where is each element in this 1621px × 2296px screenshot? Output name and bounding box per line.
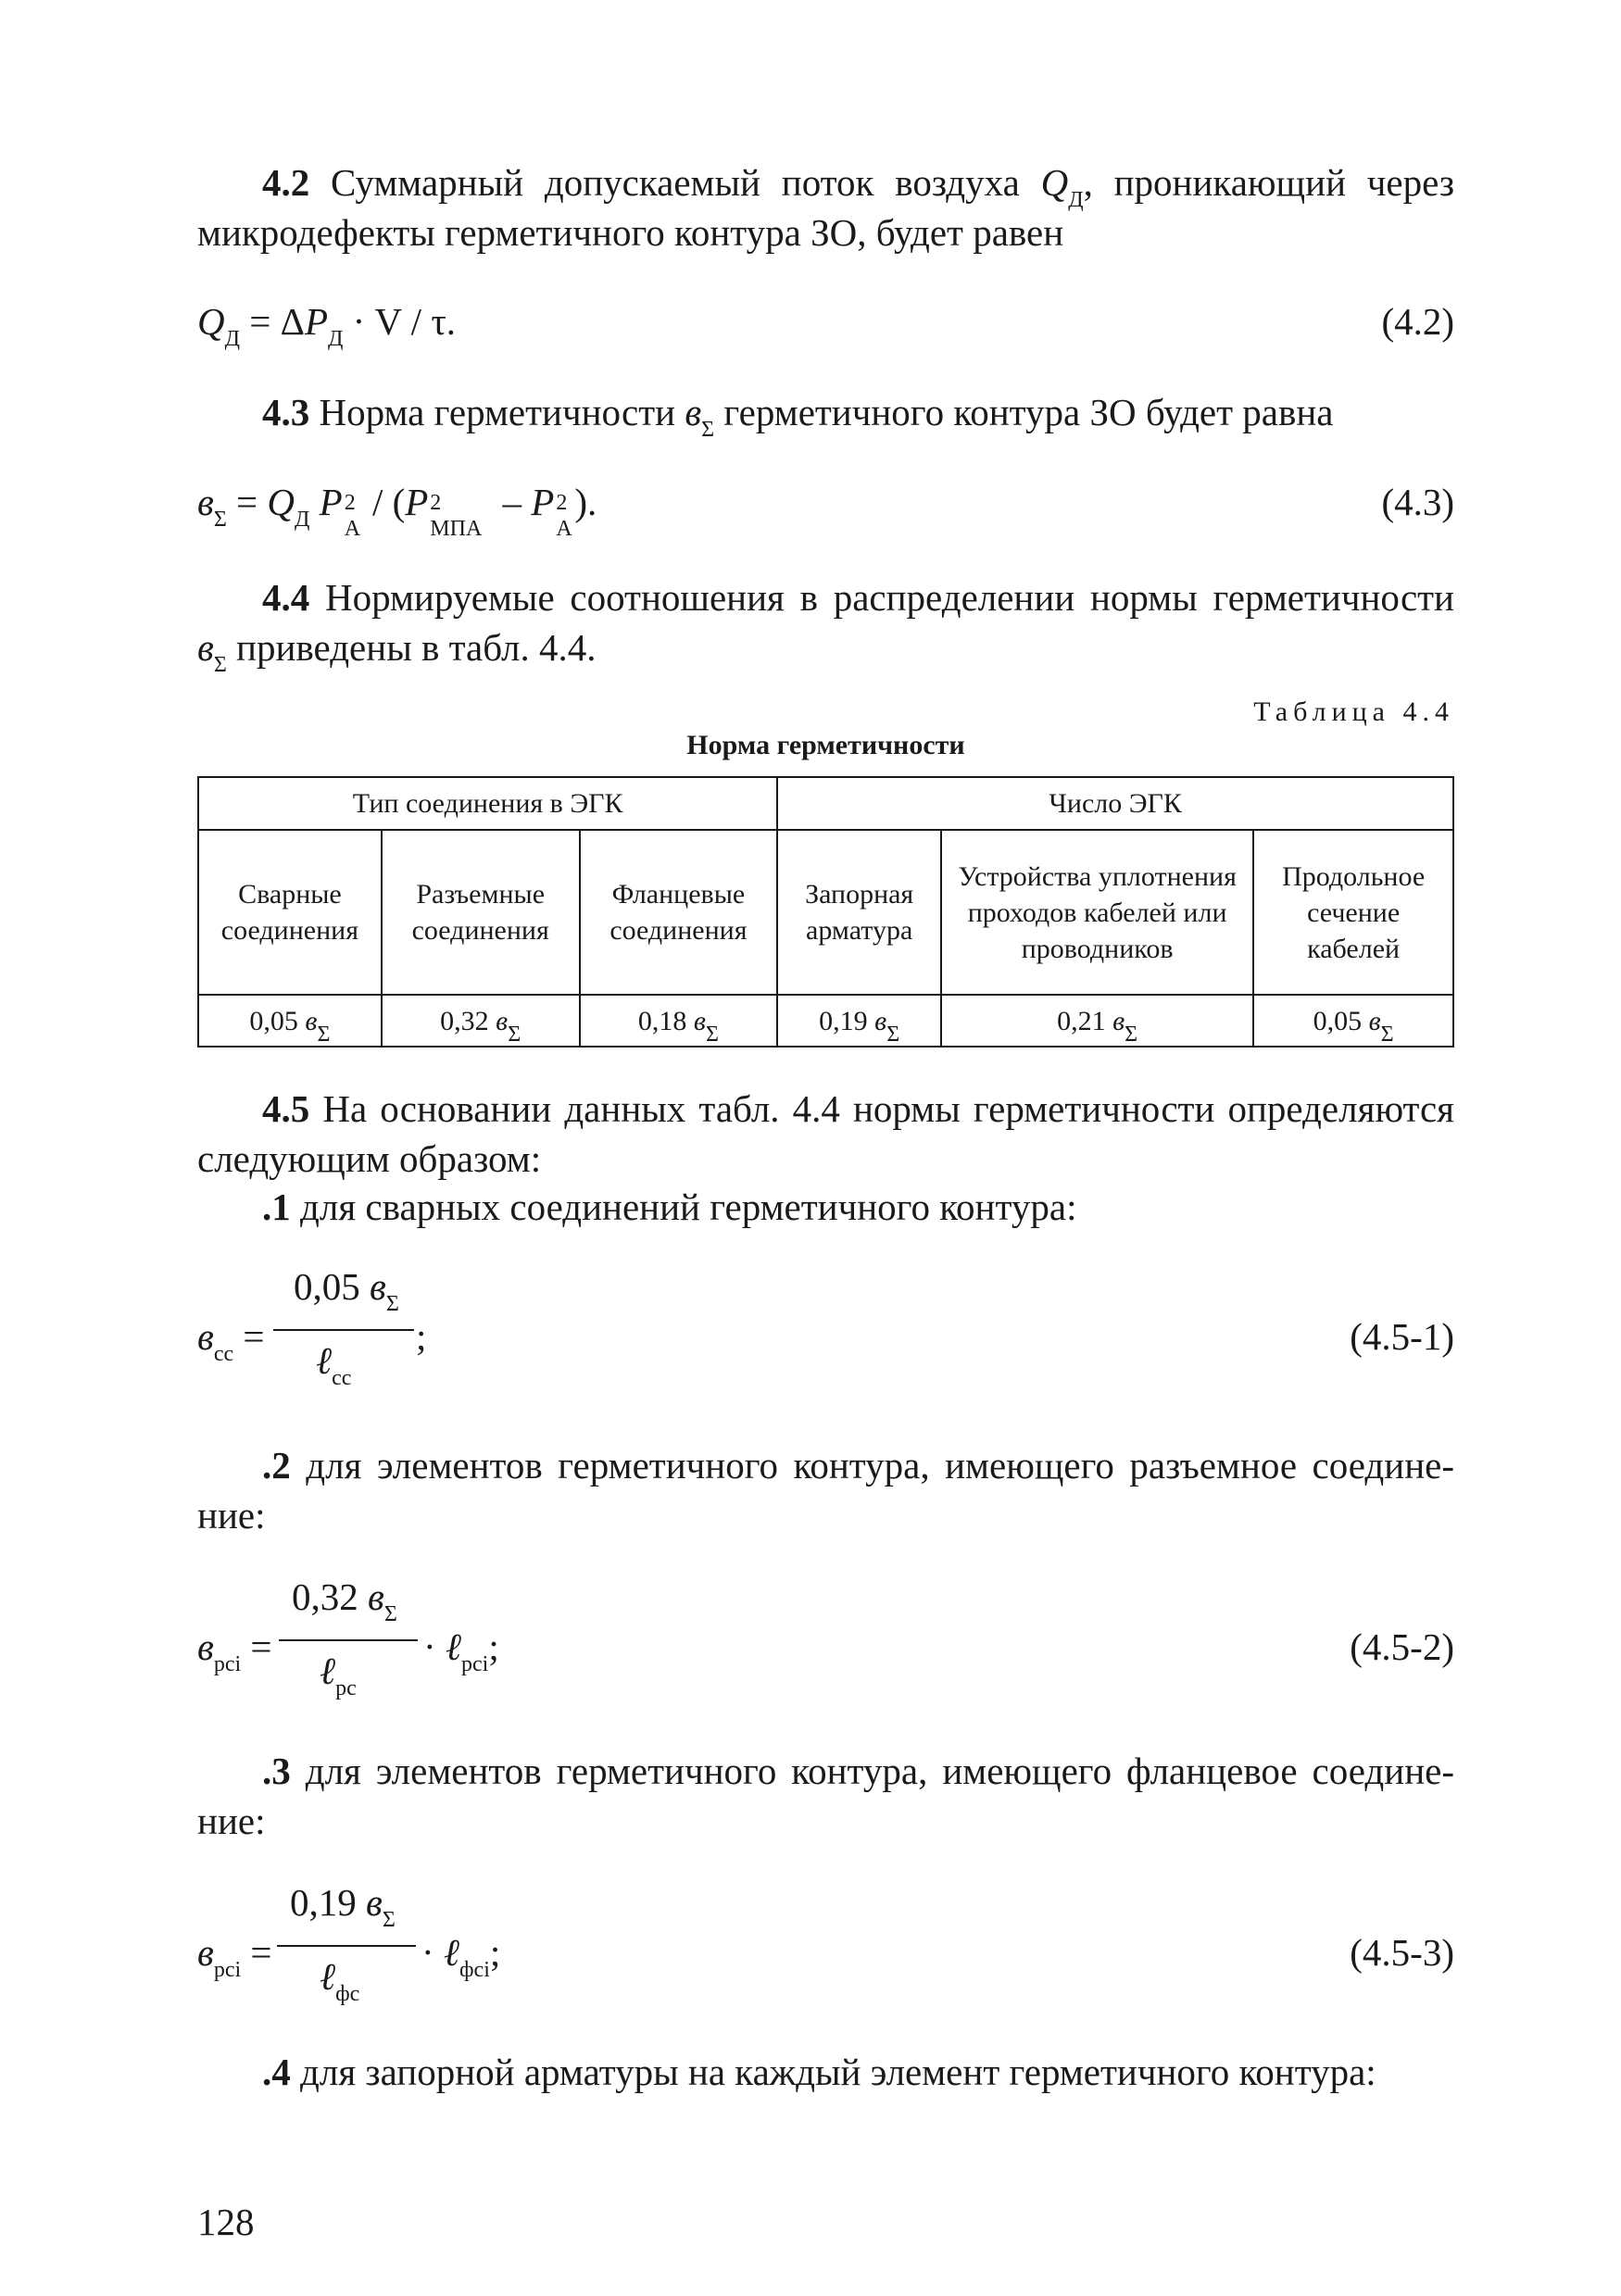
formula-operator: = bbox=[226, 481, 268, 523]
formula-subscript: сс bbox=[213, 1342, 234, 1366]
flow-symbol: Q bbox=[1040, 161, 1069, 204]
fraction-bar bbox=[279, 1639, 418, 1641]
table-column-header: Фланцевые соединения bbox=[580, 830, 778, 995]
equation-number: (4.5-3) bbox=[1350, 1931, 1454, 1974]
norm-symbol: в bbox=[693, 1005, 706, 1036]
formula-coefficient: 0,05 bbox=[294, 1265, 360, 1308]
item-text: для сварных соединений герметичного контура: bbox=[300, 1186, 1077, 1228]
formula-operator: = bbox=[241, 1625, 272, 1668]
formula-4-3 bbox=[197, 477, 1454, 542]
formula-symbol: P bbox=[319, 481, 343, 523]
formula-coefficient: 0,19 bbox=[290, 1881, 357, 1924]
table-column-header: Запорная арматура bbox=[777, 830, 941, 995]
length-symbol: ℓ bbox=[445, 1625, 461, 1669]
item-1 bbox=[197, 1182, 1454, 1232]
table-cell bbox=[580, 995, 778, 1047]
norm-subscript: Σ bbox=[508, 1022, 521, 1047]
paragraph-text: На основании данных табл. 4.4 нормы герметичности определяются следующим образом: bbox=[197, 1087, 1455, 1180]
norm-symbol: в bbox=[685, 391, 702, 433]
paragraph-text-continued: герметичного контура ЗО будет равна bbox=[723, 391, 1334, 433]
formula-symbol: P bbox=[405, 481, 429, 523]
formula-symbol: в bbox=[197, 1625, 214, 1668]
table-column-header: Сварные соединения bbox=[198, 830, 382, 995]
formula-superscript: 2 bbox=[556, 491, 568, 515]
norm-symbol: в bbox=[305, 1005, 318, 1036]
paragraph-4-3 bbox=[197, 387, 1454, 442]
formula-operator: – bbox=[493, 481, 532, 523]
item-text: для элементов герметичного контура, имеющего фланцевое соедине-ние: bbox=[197, 1750, 1454, 1842]
paragraph-text: Нормируемые соотношения в распределении нормы герметичности bbox=[324, 576, 1454, 619]
item-4 bbox=[197, 2047, 1454, 2097]
cell-value: 0,05 bbox=[1313, 1005, 1363, 1036]
section-number: 4.4 bbox=[262, 576, 310, 619]
formula-subscript: сс bbox=[332, 1366, 352, 1390]
formula-symbol: Q bbox=[197, 300, 225, 343]
norm-symbol: в bbox=[1368, 1005, 1381, 1036]
formula-operator: = Δ bbox=[239, 300, 305, 343]
table-cell bbox=[198, 995, 382, 1047]
formula-subscript: Σ bbox=[213, 508, 227, 532]
formula-subscript: рсi bbox=[213, 1958, 242, 1982]
table-cell bbox=[382, 995, 580, 1047]
formula-operator: ). bbox=[574, 481, 597, 523]
length-symbol: ℓ bbox=[320, 1954, 336, 1999]
paragraph-4-4 bbox=[197, 572, 1454, 677]
section-number: 4.3 bbox=[262, 391, 310, 433]
norm-symbol: в bbox=[1112, 1005, 1125, 1036]
section-number: 4.2 bbox=[262, 161, 310, 204]
table-group-header: Тип соединения в ЭГК bbox=[198, 777, 777, 830]
item-number: .3 bbox=[262, 1750, 291, 1792]
formula-operator: / ( bbox=[362, 481, 406, 523]
formula-symbol: в bbox=[197, 1931, 214, 1974]
formula-4-5-1 bbox=[197, 1264, 1454, 1403]
formula-operator: = bbox=[241, 1931, 272, 1974]
equation-number: (4.3) bbox=[1381, 481, 1454, 523]
formula-coefficient: 0,32 bbox=[292, 1575, 358, 1618]
item-text: для элементов герметичного контура, имеющего разъемное соедине-ние: bbox=[197, 1444, 1455, 1537]
formula-symbol: P bbox=[304, 300, 329, 343]
paragraph-text: Норма герметичности bbox=[319, 391, 676, 433]
item-number: .4 bbox=[262, 2051, 291, 2093]
table-column-header: Разъемные соединения bbox=[382, 830, 580, 995]
item-3 bbox=[197, 1746, 1454, 1846]
flow-subscript: Д bbox=[1068, 188, 1084, 212]
norm-symbol: в bbox=[197, 626, 214, 669]
formula-subscript: Д bbox=[295, 508, 310, 532]
length-symbol: ℓ bbox=[320, 1649, 336, 1693]
formula-symbol: в bbox=[366, 1881, 383, 1924]
formula-subscript: рсi bbox=[460, 1652, 489, 1676]
table-group-header: Число ЭГК bbox=[777, 777, 1453, 830]
paragraph-4-2 bbox=[197, 157, 1454, 257]
equation-number: (4.5-1) bbox=[1350, 1315, 1454, 1358]
fraction-bar bbox=[277, 1945, 416, 1947]
formula-subscript: Σ bbox=[383, 1602, 397, 1626]
formula-operator: · V / τ. bbox=[343, 300, 457, 343]
length-symbol: ℓ bbox=[443, 1930, 459, 1975]
formula-subscript: А bbox=[556, 517, 572, 541]
formula-symbol: в bbox=[197, 1315, 214, 1358]
table-title: Норма герметичности bbox=[686, 730, 965, 760]
formula-symbol: Q bbox=[267, 481, 295, 523]
cell-value: 0,32 bbox=[440, 1005, 489, 1036]
section-number: 4.5 bbox=[262, 1087, 310, 1130]
table-caption: Таблица 4.4 bbox=[1253, 696, 1454, 727]
formula-4-2 bbox=[197, 296, 1454, 361]
cell-value: 0,19 bbox=[819, 1005, 868, 1036]
formula-symbol: в bbox=[197, 481, 214, 523]
formula-symbol: P bbox=[531, 481, 555, 523]
formula-operator: ; bbox=[416, 1315, 427, 1358]
formula-operator: · bbox=[421, 1931, 444, 1974]
table-row bbox=[198, 995, 1453, 1047]
table-cell bbox=[777, 995, 941, 1047]
page-number: 128 bbox=[197, 2201, 255, 2243]
formula-subscript: рсi bbox=[213, 1652, 242, 1676]
formula-4-5-3 bbox=[197, 1880, 1454, 2019]
norm-subscript: Σ bbox=[317, 1022, 331, 1047]
table-column-header: Продольное сечение кабелей bbox=[1253, 830, 1453, 995]
formula-superscript: 2 bbox=[344, 491, 356, 515]
formula-superscript: 2 bbox=[430, 491, 442, 515]
item-number: .2 bbox=[262, 1444, 291, 1487]
paragraph-text-continued: , проникающий через микродефекты герметичного контура ЗО, будет равен bbox=[197, 161, 1455, 254]
cell-value: 0,21 bbox=[1057, 1005, 1106, 1036]
formula-subscript: рс bbox=[335, 1676, 357, 1700]
formula-subscript: А bbox=[344, 517, 361, 541]
norm-symbol: в bbox=[874, 1005, 887, 1036]
table-cell bbox=[941, 995, 1253, 1047]
formula-operator: ; bbox=[489, 1931, 501, 1974]
norms-table bbox=[197, 776, 1454, 1048]
formula-subscript: Σ bbox=[382, 1908, 396, 1932]
paragraph-text-continued: приведены в табл. 4.4. bbox=[236, 626, 597, 669]
equation-number: (4.5-2) bbox=[1350, 1625, 1454, 1668]
formula-operator: · bbox=[423, 1625, 446, 1668]
length-symbol: ℓ bbox=[316, 1338, 333, 1383]
norm-subscript: Σ bbox=[1125, 1022, 1138, 1047]
norm-subscript: Σ bbox=[1380, 1022, 1394, 1047]
item-2 bbox=[197, 1440, 1454, 1540]
formula-4-5-2 bbox=[197, 1575, 1454, 1713]
table-column-header: Устройства уплотнения проходов кабелей или проводников bbox=[941, 830, 1253, 995]
formula-subscript: Д bbox=[224, 327, 240, 351]
norm-subscript: Σ bbox=[213, 653, 227, 677]
formula-subscript: Д bbox=[328, 327, 344, 351]
item-number: .1 bbox=[262, 1186, 291, 1228]
formula-symbol: в bbox=[368, 1575, 384, 1618]
formula-subscript: МПА bbox=[430, 517, 483, 541]
norm-subscript: Σ bbox=[705, 1022, 719, 1047]
cell-value: 0,18 bbox=[637, 1005, 687, 1036]
formula-symbol: в bbox=[370, 1265, 386, 1308]
equation-number: (4.2) bbox=[1381, 300, 1454, 343]
formula-subscript: Σ bbox=[385, 1292, 399, 1316]
formula-subscript: фс bbox=[335, 1982, 360, 2006]
formula-operator: ; bbox=[488, 1625, 499, 1668]
formula-subscript: фсi bbox=[459, 1958, 490, 1982]
item-text: для запорной арматуры на каждый элемент герметичного контура: bbox=[300, 2051, 1376, 2093]
cell-value: 0,05 bbox=[249, 1005, 298, 1036]
norm-symbol: в bbox=[496, 1005, 509, 1036]
formula-operator: = bbox=[233, 1315, 265, 1358]
norm-subscript: Σ bbox=[701, 418, 715, 442]
paragraph-text: Суммарный допускаемый поток воздуха bbox=[331, 161, 1020, 204]
fraction-bar bbox=[273, 1329, 414, 1331]
paragraph-4-5 bbox=[197, 1084, 1454, 1184]
norm-subscript: Σ bbox=[886, 1022, 900, 1047]
table-cell bbox=[1253, 995, 1453, 1047]
